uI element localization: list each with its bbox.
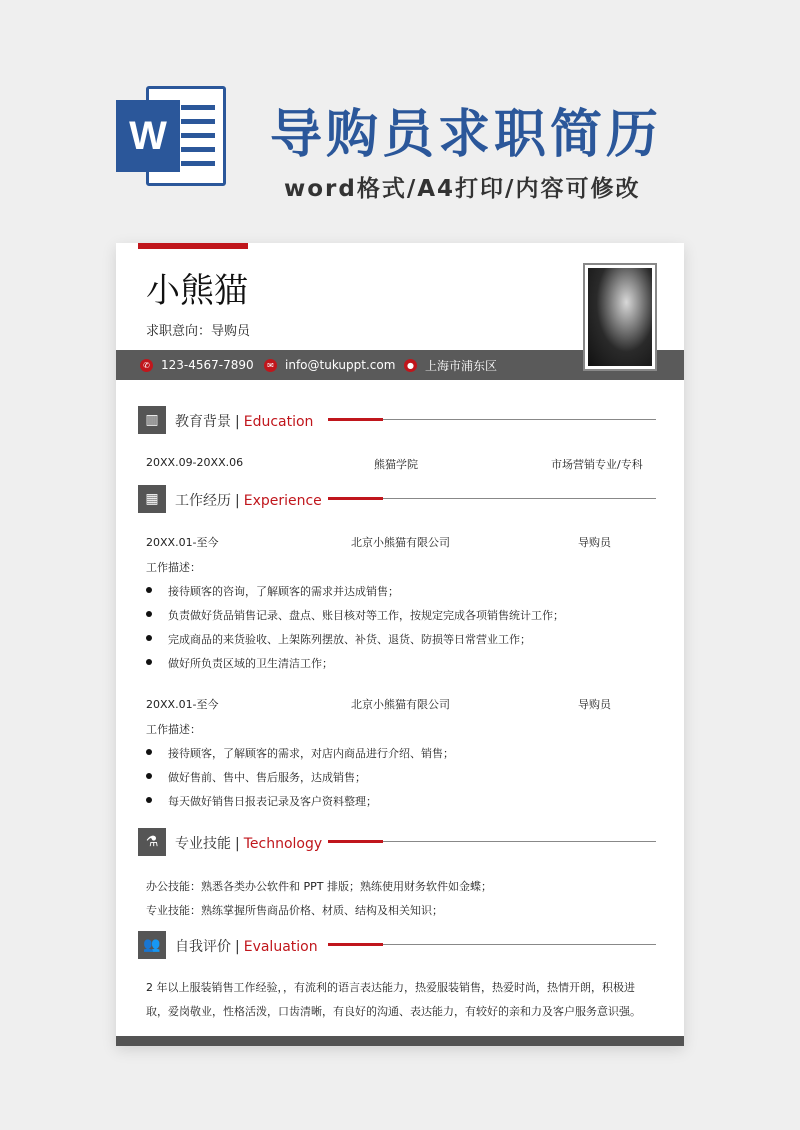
- banner-subtitle: word格式/A4打印/内容可修改: [284, 176, 641, 202]
- word-logo-icon: [116, 86, 226, 186]
- profile-photo: [583, 263, 657, 371]
- section-title: 教育背景 | Education: [175, 414, 314, 430]
- job-intent: 求职意向：导购员: [146, 324, 251, 339]
- candidate-name: 小熊猫: [146, 271, 248, 311]
- name-accent-bar: [138, 243, 248, 249]
- resume-page: 小熊猫 求职意向：导购员 ✆ 123-4567-7890 ✉ info@tukuppt.com ● 上海市浦东区 ▥ 教育背景 | Education 20XX.09-20XX.06 熊猫学院 市场营销专业/专科 ▦ 工作经历 | Experience 20XX.01-至今 北京小熊猫有限公司 导购员 工作描述： 接待顾客的咨询，了解顾客的需求并达成销售； 负责做好货品销售记录、盘点、账目核对等工作，按规定完成各项销售统计工作； 完成商品的来货验收、上架陈列摆放、补货、退货、防损等日常营业工作； 做好所负责区域的卫生清洁工作； 20XX.01-至今 北京小熊猫有限公司 导购员 工作描述： 接待顾客，了解顾客的需求，对店内商品进行介绍、销售； 做好售前、售中、售后服务，达成销售； 每天做好销售日报表记录及客户资料整理； ⚗ 专业技能 | Technology 办公技能：熟悉各类办公软件和 PPT 排版；熟练使用财务软件如金蝶； 专业技能：熟练掌握所售商品价格、材质、结构及相关知识； 👥 自我评价 | Evaluation 2 年以上服装销售工作经验，，有流利的语言表达能力，热爱服装销售，热爱时尚，热情开朗，积极进取，爱岗敬业，性格活泼，口齿清晰，有良好的沟通、表达能力，有较好的亲和力及客户服务意识强。: [116, 243, 684, 1046]
- job-row: 20XX.01-至今 北京小熊猫有限公司 导购员: [146, 698, 611, 711]
- job-desc-label: 工作描述：: [146, 561, 201, 574]
- books-icon: ▥: [138, 406, 166, 434]
- skill-line: 专业技能：熟练掌握所售商品价格、材质、结构及相关知识；: [146, 904, 443, 917]
- location-icon: ●: [404, 359, 417, 372]
- contact-address: ● 上海市浦东区: [404, 350, 497, 380]
- education-row: 20XX.09-20XX.06 熊猫学院 市场营销专业/专科: [146, 456, 643, 471]
- section-education: [138, 406, 656, 434]
- job-row: 20XX.01-至今 北京小熊猫有限公司 导购员: [146, 536, 611, 549]
- section-experience: [138, 485, 656, 513]
- skill-line: 办公技能：熟悉各类办公软件和 PPT 排版；熟练使用财务软件如金蝶；: [146, 880, 492, 893]
- phone-icon: ✆: [140, 359, 153, 372]
- banner-title: 导购员求职简历: [270, 105, 663, 165]
- self-eval-text: 2 年以上服装销售工作经验，，有流利的语言表达能力，热爱服装销售，热爱时尚，热情开朗，积极进取，爱岗敬业，性格活泼，口齿清晰，有良好的沟通、表达能力，有较好的亲和力及客户服务意识强。: [146, 981, 641, 1018]
- section-self-eval: [138, 931, 656, 959]
- section-title: 专业技能 | Technology: [175, 836, 323, 852]
- users-icon: 👥: [138, 931, 166, 959]
- section-skills: [138, 828, 656, 856]
- contact-email: ✉ info@tukuppt.com: [264, 350, 395, 380]
- email-icon: ✉: [264, 359, 277, 372]
- section-title: 自我评价 | Evaluation: [175, 939, 318, 955]
- section-title: 工作经历 | Experience: [175, 493, 322, 509]
- flask-icon: ⚗: [138, 828, 166, 856]
- page-bottom-bar: [116, 1036, 684, 1046]
- job-desc-label: 工作描述：: [146, 723, 201, 736]
- grid-icon: ▦: [138, 485, 166, 513]
- contact-phone: ✆ 123-4567-7890: [140, 350, 254, 380]
- word-badge: W: [116, 100, 180, 172]
